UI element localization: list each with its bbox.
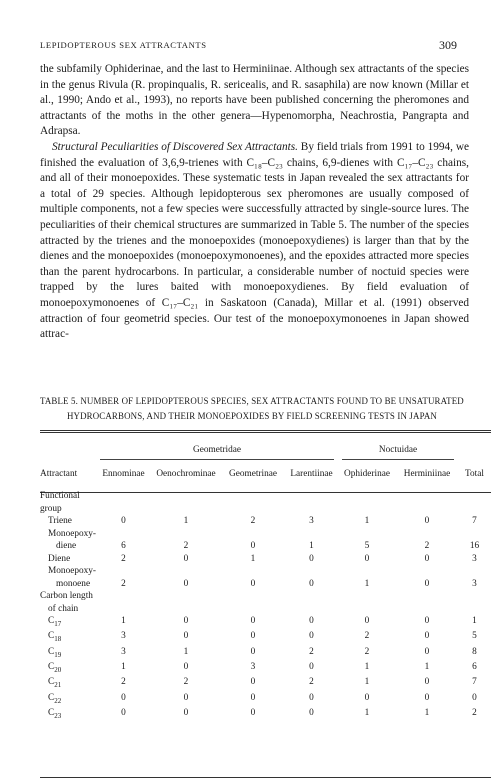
column-header-row [40,468,491,481]
paragraph-2-text: By field trials from 1991 to 1994, we finished the evaluation of 3,6,9-trienes with C₁₈–C₂₃ chains, 6,9-dienes with C₁₇–C₂₃ chains, and all of their monoepoxides. These systematic tests in Japan revealed the sex attractants for a total of 29 species. Although lepidopterous sex pheromones are usually composed of multiple components, not a few species were successfully attracted by single-source lures. The peculiarities of their chemical structures are summarized in Table 5. The number of the species attracted by the trienes and the monoepoxides (monoepoxydienes) is larger than that by the dienes and the monoepoxides (monoepoxymonoenes), and the epoxides attracted more species than the parent hydrocarbons. In particular, a considerable number of noctuid species were trapped by the lures baited with monoepoxydienes. By field evaluation of monoepoxymonoenes of C₁₇–C₂₁ in Saskatoon (Canada), Millar et al. (1991) observed attraction of four geometrid species. Our test of the monoepoxymonoenes in Japan showed attrac- [40,140,469,341]
col-ophiderinae: Ophiderinae [344,468,390,479]
col-ennominae: Ennominae [102,468,145,479]
paragraph-2 [40,140,469,343]
table-row: $C_{17}$ 1 0 0 0 0 0 1 [48,616,477,628]
col-larentiinae: Larentiinae [290,468,333,479]
group-geometridae: Geometridae [96,444,338,460]
caption-line-1: TABLE 5. NUMBER OF LEPIDOPTEROUS SPECIES, SEX ATTRACTANTS FOUND TO BE UNSATURATED [40,396,464,406]
running-title: LEPIDOPTEROUS SEX ATTRACTANTS [40,40,207,50]
table-row-label: Monoepoxy- [48,528,97,539]
table-row: monoene 2 0 0 0 1 0 3 [56,578,477,589]
table-bottom-rule [40,777,491,778]
col-attractant: Attractant [40,468,78,479]
table-row: diene 6 2 0 1 5 2 16 [56,541,480,551]
table-row-label: Monoepoxy- [48,566,97,576]
table-row: $C_{20}$ 1 0 3 0 1 1 6 [48,662,477,674]
table-row: $C_{18}$ 3 0 0 0 2 0 5 [48,631,477,644]
col-total: Total [465,468,484,479]
table-top-rule-2 [40,432,491,433]
table-caption [40,394,491,424]
body-text [40,62,469,343]
paragraph-2-heading: Structural Peculiarities of Discovered Sex Attractants. [52,140,298,153]
col-oenochrominae: Oenochrominae [156,468,216,479]
table-row: $C_{23}$ 0 0 0 0 1 1 2 [48,708,477,721]
table-top-rule [40,430,491,431]
col-geometrinae: Geometrinae [228,468,277,479]
section-functional-group: Functional group [40,491,80,514]
table-row: Triene 0 1 2 3 1 0 7 [48,516,477,526]
caption-line-2: HYDROCARBONS, AND THEIR MONOEPOXIDES BY FIELD SCREENING TESTS IN JAPAN [67,411,437,421]
table-row: $C_{21}$ 2 2 0 2 1 0 7 [48,677,477,690]
running-header [40,40,471,54]
paragraph-1: the subfamily Ophiderinae, and the last to Herminiinae. Although sex attractants of the species in the genus Rivula (R. propinqualis, R. sericealis, and R. sasaphila) are now known (Millar et al., 1990; Ando et al., 1993), no reports have been published concerning the pheromones and attractants of the moths in the other genera—Hypenomorpha, Neachrostia, Pangrapta and Adrapsa. [40,63,469,138]
table-row: $C_{19}$ 3 1 0 2 2 0 8 [48,646,477,659]
col-herminiinae: Herminiinae [403,468,451,479]
page-number: 309 [439,38,457,52]
section-carbon-length-2: of chain [48,603,79,614]
section-carbon-length: Carbon length [40,591,93,601]
table-row: Diene 2 0 1 0 0 0 3 [48,553,477,564]
data-table [40,434,491,723]
group-noctuidae: Noctuidae [338,444,458,460]
table-row: $C_{22}$ 0 0 0 0 0 0 0 [48,692,477,705]
